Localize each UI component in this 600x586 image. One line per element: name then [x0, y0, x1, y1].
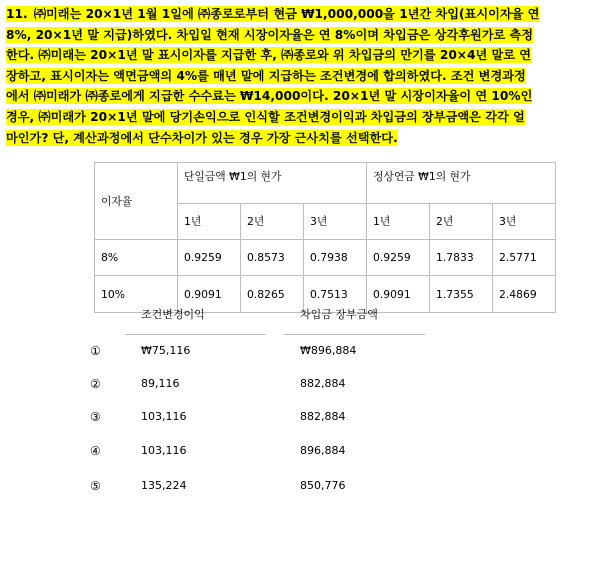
question-line: 8%, 20×1년 말 지급)하였다. 차입일 현재 시장이자율은 연 8%이며 차입금은 상각후원가로 측정: [6, 27, 534, 42]
option-number: ④: [90, 444, 101, 458]
value-cell: 0.9259: [367, 240, 430, 276]
question-line: 경우, ㈜미래가 20×1년 말에 당기손익으로 인식할 조건변경이익과 차입금의 장부금액은 각각 얼: [6, 109, 525, 124]
year-header: 1년: [178, 204, 241, 240]
option-gain: ₩75,116: [141, 344, 191, 357]
question-line: 11. ㈜미래는 20×1년 1월 1일에 ㈜종로로부터 현금 ₩1,000,000을 1년간 차입(표시이자율 연: [6, 7, 540, 21]
table-row: [95, 240, 556, 276]
value-cell: 0.8573: [241, 240, 304, 276]
answer-option-4[interactable]: [0, 444, 600, 464]
answer-option-3[interactable]: [0, 410, 600, 430]
question-text: [6, 4, 596, 148]
option-gain: 103,116: [141, 410, 187, 423]
value-cell: 2.4869: [493, 276, 556, 313]
option-carrying-amount: 896,884: [300, 444, 346, 457]
year-header: 1년: [367, 204, 430, 240]
option-carrying-amount: 882,884: [300, 377, 346, 390]
rate-header: 이자율: [95, 163, 178, 240]
year-header: 3년: [493, 204, 556, 240]
options-gain-header: 조건변경이익: [141, 308, 205, 321]
question-line: 에서 ㈜미래가 ㈜종로에게 지급한 수수료는 ₩14,000이다. 20×1년 말 시장이자율이 연 10%인: [6, 89, 533, 104]
option-gain: 103,116: [141, 444, 187, 457]
value-cell: 0.9091: [178, 276, 241, 313]
value-cell: 0.9259: [178, 240, 241, 276]
answer-option-1[interactable]: [0, 344, 600, 364]
present-value-table: [94, 162, 556, 313]
options-carrying-header: 차입금 장부금액: [300, 308, 378, 321]
option-carrying-amount: ₩896,884: [300, 344, 357, 357]
option-carrying-amount: 850,776: [300, 479, 346, 492]
question-number: 11.: [6, 7, 28, 21]
value-cell: 0.7938: [304, 240, 367, 276]
value-cell: 1.7355: [430, 276, 493, 313]
answer-option-2[interactable]: [0, 377, 600, 397]
option-number: ③: [90, 410, 101, 424]
option-gain: 89,116: [141, 377, 180, 390]
year-header: 2년: [430, 204, 493, 240]
header-divider: [125, 334, 266, 335]
value-cell: 0.7513: [304, 276, 367, 313]
year-header: 2년: [241, 204, 304, 240]
option-number: ⑤: [90, 479, 101, 493]
answer-option-5[interactable]: [0, 479, 600, 499]
option-number: ②: [90, 377, 101, 391]
option-carrying-amount: 882,884: [300, 410, 346, 423]
value-cell: 0.8265: [241, 276, 304, 313]
rate-cell: 8%: [95, 240, 178, 276]
rate-cell: 10%: [95, 276, 178, 313]
option-gain: 135,224: [141, 479, 187, 492]
value-cell: 1.7833: [430, 240, 493, 276]
value-cell: 0.9091: [367, 276, 430, 313]
header-divider: [284, 334, 425, 335]
annuity-header: 정상연금 ₩1의 현가: [367, 163, 556, 204]
question-line: 마인가? 단, 계산과정에서 단수차이가 있는 경우 가장 근사치를 선택한다.: [6, 130, 398, 145]
single-amount-header: 단일금액 ₩1의 현가: [178, 163, 367, 204]
value-cell: 2.5771: [493, 240, 556, 276]
question-line: 한다. ㈜미래는 20×1년 말 표시이자를 지급한 후, ㈜종로와 위 차입금의 만기를 20×4년 말로 연: [6, 48, 532, 63]
question-line: 장하고, 표시이자는 액면금액의 4%를 매년 말에 지급하는 조건변경에 합의하였다. 조건 변경과정: [6, 68, 526, 83]
year-header: 3년: [304, 204, 367, 240]
option-number: ①: [90, 344, 101, 358]
